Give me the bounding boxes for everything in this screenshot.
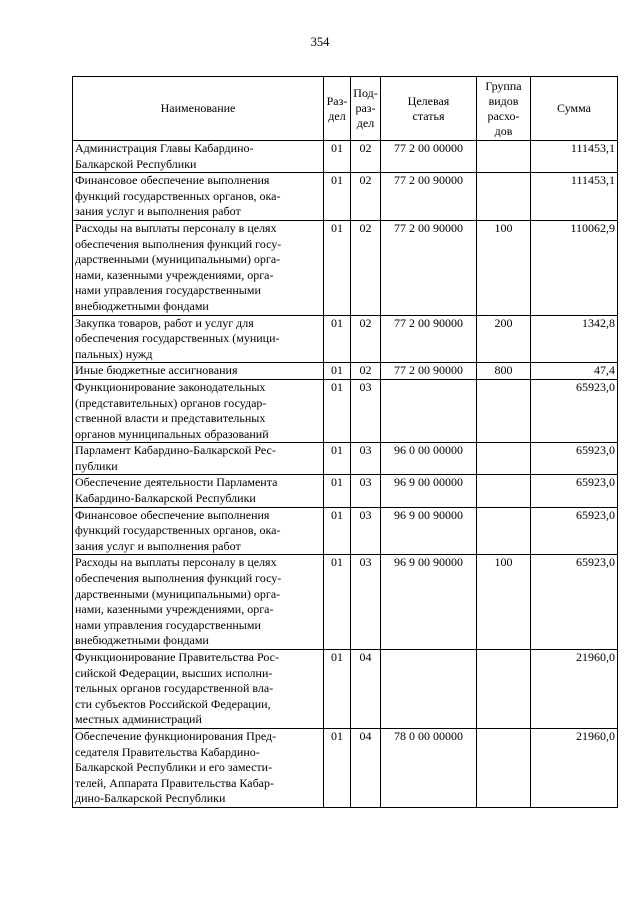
cell-podrazdel: 02	[351, 173, 381, 221]
table-row	[73, 220, 618, 315]
cell-name: Расходы на выплаты персоналу в целях обеспечения выполнения функций госу- дарственными (муниципальными) орга- нами, казенными учреждениями, орга- нами управления государственными внебюджетными фондами	[73, 220, 324, 315]
cell-statya: 77 2 00 90000	[381, 363, 477, 380]
cell-name: Иные бюджетные ассигнования	[73, 363, 324, 380]
cell-summa: 21960,0	[531, 728, 618, 807]
cell-gruppa: 800	[477, 363, 531, 380]
cell-summa: 111453,1	[531, 141, 618, 173]
cell-razdel: 01	[324, 475, 351, 507]
cell-podrazdel: 03	[351, 555, 381, 650]
cell-podrazdel: 02	[351, 363, 381, 380]
cell-gruppa	[477, 141, 531, 173]
cell-statya: 96 0 00 00000	[381, 443, 477, 475]
cell-gruppa: 100	[477, 220, 531, 315]
cell-summa: 65923,0	[531, 507, 618, 555]
cell-statya: 96 9 00 90000	[381, 507, 477, 555]
cell-summa: 65923,0	[531, 555, 618, 650]
cell-name: Функционирование Правительства Рос- сийской Федерации, высших исполни- тельных органов государственной вла- сти субъектов Российской Федерации, местных администраций	[73, 650, 324, 729]
cell-razdel: 01	[324, 173, 351, 221]
cell-razdel: 01	[324, 363, 351, 380]
table-row	[73, 141, 618, 173]
cell-summa: 65923,0	[531, 379, 618, 442]
cell-razdel: 01	[324, 555, 351, 650]
cell-name: Парламент Кабардино-Балкарской Рес- публики	[73, 443, 324, 475]
cell-gruppa	[477, 507, 531, 555]
header-gruppa: Группа видов расхо- дов	[477, 77, 531, 141]
cell-statya: 77 2 00 90000	[381, 315, 477, 363]
cell-razdel: 01	[324, 650, 351, 729]
cell-statya: 77 2 00 90000	[381, 173, 477, 221]
cell-summa: 65923,0	[531, 443, 618, 475]
table-row	[73, 173, 618, 221]
page-number: 354	[310, 35, 330, 49]
cell-gruppa: 100	[477, 555, 531, 650]
cell-name: Функционирование законодательных (представительных) органов государ- ственной власти и представительных органов муниципальных образований	[73, 379, 324, 442]
table-row	[73, 475, 618, 507]
table-row	[73, 555, 618, 650]
header-statya: Целевая статья	[381, 77, 477, 141]
cell-gruppa: 200	[477, 315, 531, 363]
header-razdel: Раз- дел	[324, 77, 351, 141]
cell-name: Закупка товаров, работ и услуг для обеспечения государственных (муници- пальных) нужд	[73, 315, 324, 363]
cell-name: Расходы на выплаты персоналу в целях обеспечения выполнения функций госу- дарственными (муниципальными) орга- нами, казенными учреждениями, орга- нами управления государственными внебюджетными фондами	[73, 555, 324, 650]
cell-gruppa	[477, 650, 531, 729]
cell-podrazdel: 04	[351, 650, 381, 729]
cell-name: Финансовое обеспечение выполнения функций государственных органов, ока- зания услуг и выполнения работ	[73, 507, 324, 555]
cell-podrazdel: 03	[351, 507, 381, 555]
cell-summa: 21960,0	[531, 650, 618, 729]
cell-statya: 77 2 00 90000	[381, 220, 477, 315]
cell-razdel: 01	[324, 507, 351, 555]
table-body	[73, 141, 618, 808]
table-row	[73, 443, 618, 475]
cell-name: Обеспечение функционирования Пред- седателя Правительства Кабардино- Балкарской Республики и его замести- телей, Аппарата Правительства Кабар- дино-Балкарской Республики	[73, 728, 324, 807]
budget-table	[72, 76, 618, 808]
cell-name: Обеспечение деятельности Парламента Кабардино-Балкарской Республики	[73, 475, 324, 507]
cell-podrazdel: 04	[351, 728, 381, 807]
table-row	[73, 728, 618, 807]
cell-statya: 96 9 00 00000	[381, 475, 477, 507]
cell-razdel: 01	[324, 141, 351, 173]
cell-statya: 78 0 00 00000	[381, 728, 477, 807]
cell-statya: 77 2 00 00000	[381, 141, 477, 173]
cell-gruppa	[477, 443, 531, 475]
cell-podrazdel: 02	[351, 220, 381, 315]
cell-razdel: 01	[324, 220, 351, 315]
cell-gruppa	[477, 475, 531, 507]
cell-razdel: 01	[324, 379, 351, 442]
header-name: Наименование	[73, 77, 324, 141]
cell-summa: 110062,9	[531, 220, 618, 315]
cell-podrazdel: 03	[351, 443, 381, 475]
table-row	[73, 650, 618, 729]
cell-statya	[381, 379, 477, 442]
table-row	[73, 363, 618, 380]
header-podrazdel: Под- раз- дел	[351, 77, 381, 141]
table-row	[73, 379, 618, 442]
cell-podrazdel: 03	[351, 475, 381, 507]
table-row	[73, 507, 618, 555]
header-summa: Сумма	[531, 77, 618, 141]
cell-gruppa	[477, 379, 531, 442]
cell-name: Финансовое обеспечение выполнения функций государственных органов, ока- зания услуг и выполнения работ	[73, 173, 324, 221]
cell-podrazdel: 03	[351, 379, 381, 442]
cell-podrazdel: 02	[351, 141, 381, 173]
cell-summa: 47,4	[531, 363, 618, 380]
cell-summa: 1342,8	[531, 315, 618, 363]
cell-razdel: 01	[324, 315, 351, 363]
cell-statya	[381, 650, 477, 729]
cell-razdel: 01	[324, 443, 351, 475]
cell-name: Администрация Главы Кабардино- Балкарской Республики	[73, 141, 324, 173]
cell-razdel: 01	[324, 728, 351, 807]
cell-statya: 96 9 00 90000	[381, 555, 477, 650]
cell-gruppa	[477, 728, 531, 807]
cell-summa: 111453,1	[531, 173, 618, 221]
table-row	[73, 315, 618, 363]
cell-podrazdel: 02	[351, 315, 381, 363]
cell-summa: 65923,0	[531, 475, 618, 507]
table-header-row	[73, 77, 618, 141]
cell-gruppa	[477, 173, 531, 221]
